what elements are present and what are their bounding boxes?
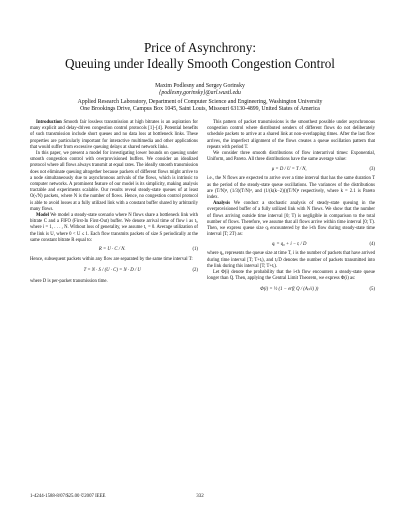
model-text-1: We model a steady-state scenario where N flows share a bottleneck link with bitrate C and a FIFO (First-In First-Out) buffer. We denote arrival time of flow i as tᵢ, where i = 1, . . . , N. Without loss of generality, we assume t₁ = 0. Average utilization of the link is U, where 0 < U ≤ 1. Each flow transmits packets of size S periodically at the same constant bitrate R equal to: [30,213,198,243]
page-number: 332 [196,494,204,499]
authors: Maxim Podlesny and Sergey Gorinsky [155,83,245,89]
analysis-paragraph [207,201,375,238]
equation-5-number: (5) [369,287,375,293]
equation-5-body: Φ(i) = ½ (1 − erf( Q / (Aᵢ√i) )) [260,287,319,293]
equation-1-number: (1) [192,247,198,253]
model-paragraph-1 [30,213,198,244]
equation-2 [30,263,198,279]
equation-4-body: qᵢ = q₀ + i − tᵢ / D [272,241,307,247]
equation-4 [207,238,375,251]
analysis-text: We conduct a stochastic analysis of steady-state queuing in the overprovisioned buffer of a fully utilized link with N flows. We show that the number of flows arriving outside time interval [0; T) is negligible in comparison to the total number of flows. Therefore, we assume that all flows arrive within time interval [0; T). Then, we express queue size qᵢ encountered by the i-th flow during steady-state time interval [T; 2T) as: [207,201,375,238]
equation-4-number: (4) [369,241,375,247]
equation-3-number: (3) [369,166,375,172]
intro-text-1: Smooth fair lossless transmission at high bitrates is an aspiration for many explicit and delay-driven congestion control protocols [1]–[4]. Potential benefits of such transmission include short queues and no data loss at bottleneck links. These properties are particularly important for interactive multimedia and other applications that would suffer from excessive queuing delays at shared network links. [30,120,198,150]
right-paragraph-3: i.e., the N flows are expected to arrive over a time interval that has the same duration T as the period of the steady-state queue oscillations. The variances of the distributions are (T/N)², (1/3)(T/N)², and (1/(k(k−2)))(T/N)² respectively, where k = 2.1 is Pareto index. [207,176,375,201]
copyright-line: 1-4244-1588-8/07/$25.00 ©2007 IEEE [30,494,106,499]
author-emails: {podlesny,gorinsky}@arl.wustl.edu [159,90,241,96]
equation-1 [30,244,198,257]
model-heading: Model [36,213,49,219]
right-paragraph-1: This pattern of packet transmissions is the smoothest possible under asynchronous congestion control where distributed senders of different flows do not deliberately schedule packets to arrive at a shared link at non-overlapping times. After the last flow arrives, the imperfect alignment of the flows creates a queue oscillation pattern that repeats with period T. [207,120,375,150]
affiliation-line2: One Brookings Drive, Campus Box 1045, Saint Louis, Missouri 63130-4899, United States of America [80,106,320,112]
right-paragraph-6: Let Φ(i) denote the probability that the i-th flow encounters a steady-state queue longer than Q. Then, applying the Central Limit Theorem, we express Φ(i) as: [207,270,375,282]
right-paragraph-2: We consider three smooth distributions of flow interarrival times: Exponential, Uniform, and Pareto. All three distributions have the same average value: [207,151,375,163]
equation-2-number: (2) [192,268,198,274]
equation-1-body: R = U · C / N. [98,247,126,253]
equation-5 [207,282,375,298]
model-paragraph-2: Hence, subsequent packets within any flow are separated by the same time interval T: [30,257,193,263]
intro-paragraph-1 [30,120,198,151]
analysis-heading: Analysis [213,201,231,207]
model-paragraph-3: where D is per-packet transmission time. [30,279,108,285]
paper-title-line2: Queuing under Ideally Smooth Congestion Control [65,56,335,71]
equation-2-body: T = N · S / (U · C) = N · D / U [83,268,141,274]
paper-title-line1: Price of Asynchrony: [143,40,257,55]
intro-paragraph-2: In this paper, we present a model for investigating lower bounds on queuing under smooth congestion control with overprovisioned buffers. We consider an idealized protocol where all flows always transmit at equal rates. The ideally smooth transmission does not eliminate queuing altogether because packets of different flows might arrive to a node simultaneously due to asynchronous arrivals of the flows, which is intrinsic to computer networks. A prominent feature of our model is its simplicity, making analysis tractable and experiments scalable. Our results reveal steady-state queues of at least O(√N) packets, where N is the number of flows. Hence, no congestion control protocol is able to avoid losses at a fully utilized link with a constant buffer shared by arbitrarily many flows. [30,151,198,212]
right-paragraph-5: where q₀ represents the queue size at time T, i is the number of packets that have arrived during time interval [T; T+tᵢ), and tᵢ/D denotes the number of packets transmitted into the link during this interval [T; T+tᵢ). [207,251,375,269]
intro-heading: Introduction [36,120,62,125]
left-column [30,120,198,285]
equation-3-body: μ = D / U = T / N, [271,166,307,172]
equation-3 [207,163,375,176]
affiliation-line1: Applied Research Laboratory, Department of Computer Science and Engineering, Washington University [77,99,323,105]
right-column [207,120,375,298]
